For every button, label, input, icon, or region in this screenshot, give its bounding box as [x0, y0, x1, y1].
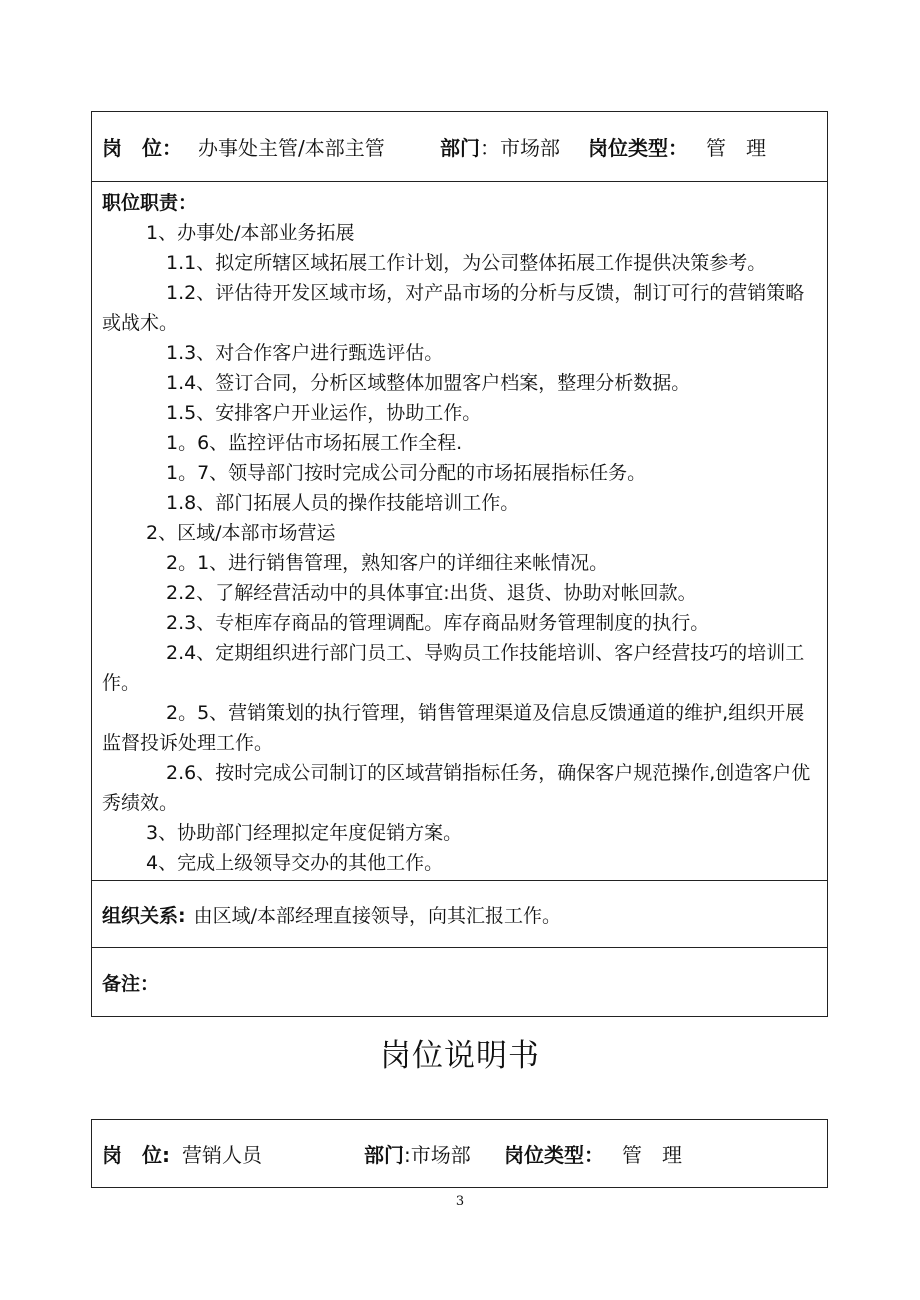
- duty-item: 2.3、专柜库存商品的管理调配。库存商品财务管理制度的执行。: [166, 612, 710, 634]
- org-relation-value: 由区域/本部经理直接领导，向其汇报工作。: [193, 904, 562, 927]
- position-label: 岗 位:: [102, 1143, 170, 1167]
- position-value: 办事处主管/本部主管: [198, 136, 385, 160]
- duty-item: 3、协助部门经理拟定年度促销方案。: [146, 822, 463, 844]
- job-description-table-2: [91, 1119, 828, 1188]
- duty-item: 2。1、进行销售管理，熟知客户的详细往来帐情况。: [166, 552, 609, 574]
- dept-label: 部门: [364, 1143, 404, 1167]
- job-description-table-1: [91, 111, 828, 1017]
- duty-item: 1。6、监控评估市场拓展工作全程.: [166, 432, 463, 454]
- dept-value: ：市场部: [480, 136, 560, 160]
- position-type-value: 管 理: [706, 136, 766, 160]
- duty-item: 1。7、领导部门按时完成公司分配的市场拓展指标任务。: [166, 462, 647, 484]
- duty-item: 1.2、评估待开发区域市场，对产品市场的分析与反馈，制订可行的营销策略或战术。: [102, 282, 805, 334]
- page-number: 3: [455, 1194, 465, 1209]
- duties-section: [92, 182, 827, 881]
- org-relation-row: [92, 881, 827, 948]
- position-type-value: 管 理: [622, 1143, 682, 1167]
- duty-item: 1.3、对合作客户进行甄选评估。: [166, 342, 444, 364]
- position-label: 岗 位：: [102, 136, 182, 160]
- table1-header-row: [92, 112, 827, 182]
- note-label: 备注：: [102, 972, 160, 995]
- duty-item: 4、完成上级领导交办的其他工作。: [146, 852, 444, 874]
- dept-value: :市场部: [404, 1143, 471, 1167]
- duty-item: 1.8、部门拓展人员的操作技能培训工作。: [166, 492, 520, 514]
- position-type-label: 岗位类型：: [588, 136, 688, 160]
- duty-item: 2.6、按时完成公司制订的区域营销指标任务，确保客户规范操作,创造客户优秀绩效。: [102, 762, 811, 814]
- document-title: 岗位说明书: [380, 1038, 540, 1074]
- position-type-label: 岗位类型：: [504, 1143, 604, 1167]
- duty-item: 1、办事处/本部业务拓展: [146, 222, 355, 244]
- duty-item: 1.4、签订合同，分析区域整体加盟客户档案，整理分析数据。: [166, 372, 691, 394]
- duty-item: 1.5、安排客户开业运作，协助工作。: [166, 402, 482, 424]
- duty-item: 2.4、定期组织进行部门员工、导购员工作技能培训、客户经营技巧的培训工作。: [102, 642, 805, 694]
- duty-item: 2。5、营销策划的执行管理，销售管理渠道及信息反馈通道的维护,组织开展监督投诉处理工作。: [102, 702, 805, 754]
- duty-item: 2、区域/本部市场营运: [146, 522, 336, 544]
- duty-item: 1.1、拟定所辖区域拓展工作计划，为公司整体拓展工作提供决策参考。: [166, 252, 767, 274]
- dept-label: 部门: [440, 136, 480, 160]
- duties-heading: 职位职责：: [102, 192, 198, 214]
- position-value: 营销人员: [182, 1143, 262, 1167]
- table2-header-row: [92, 1120, 827, 1187]
- duty-item: 2.2、了解经营活动中的具体事宜:出货、退货、协助对帐回款。: [166, 582, 697, 604]
- note-row: [92, 948, 827, 1016]
- org-relation-label: 组织关系:: [102, 904, 186, 927]
